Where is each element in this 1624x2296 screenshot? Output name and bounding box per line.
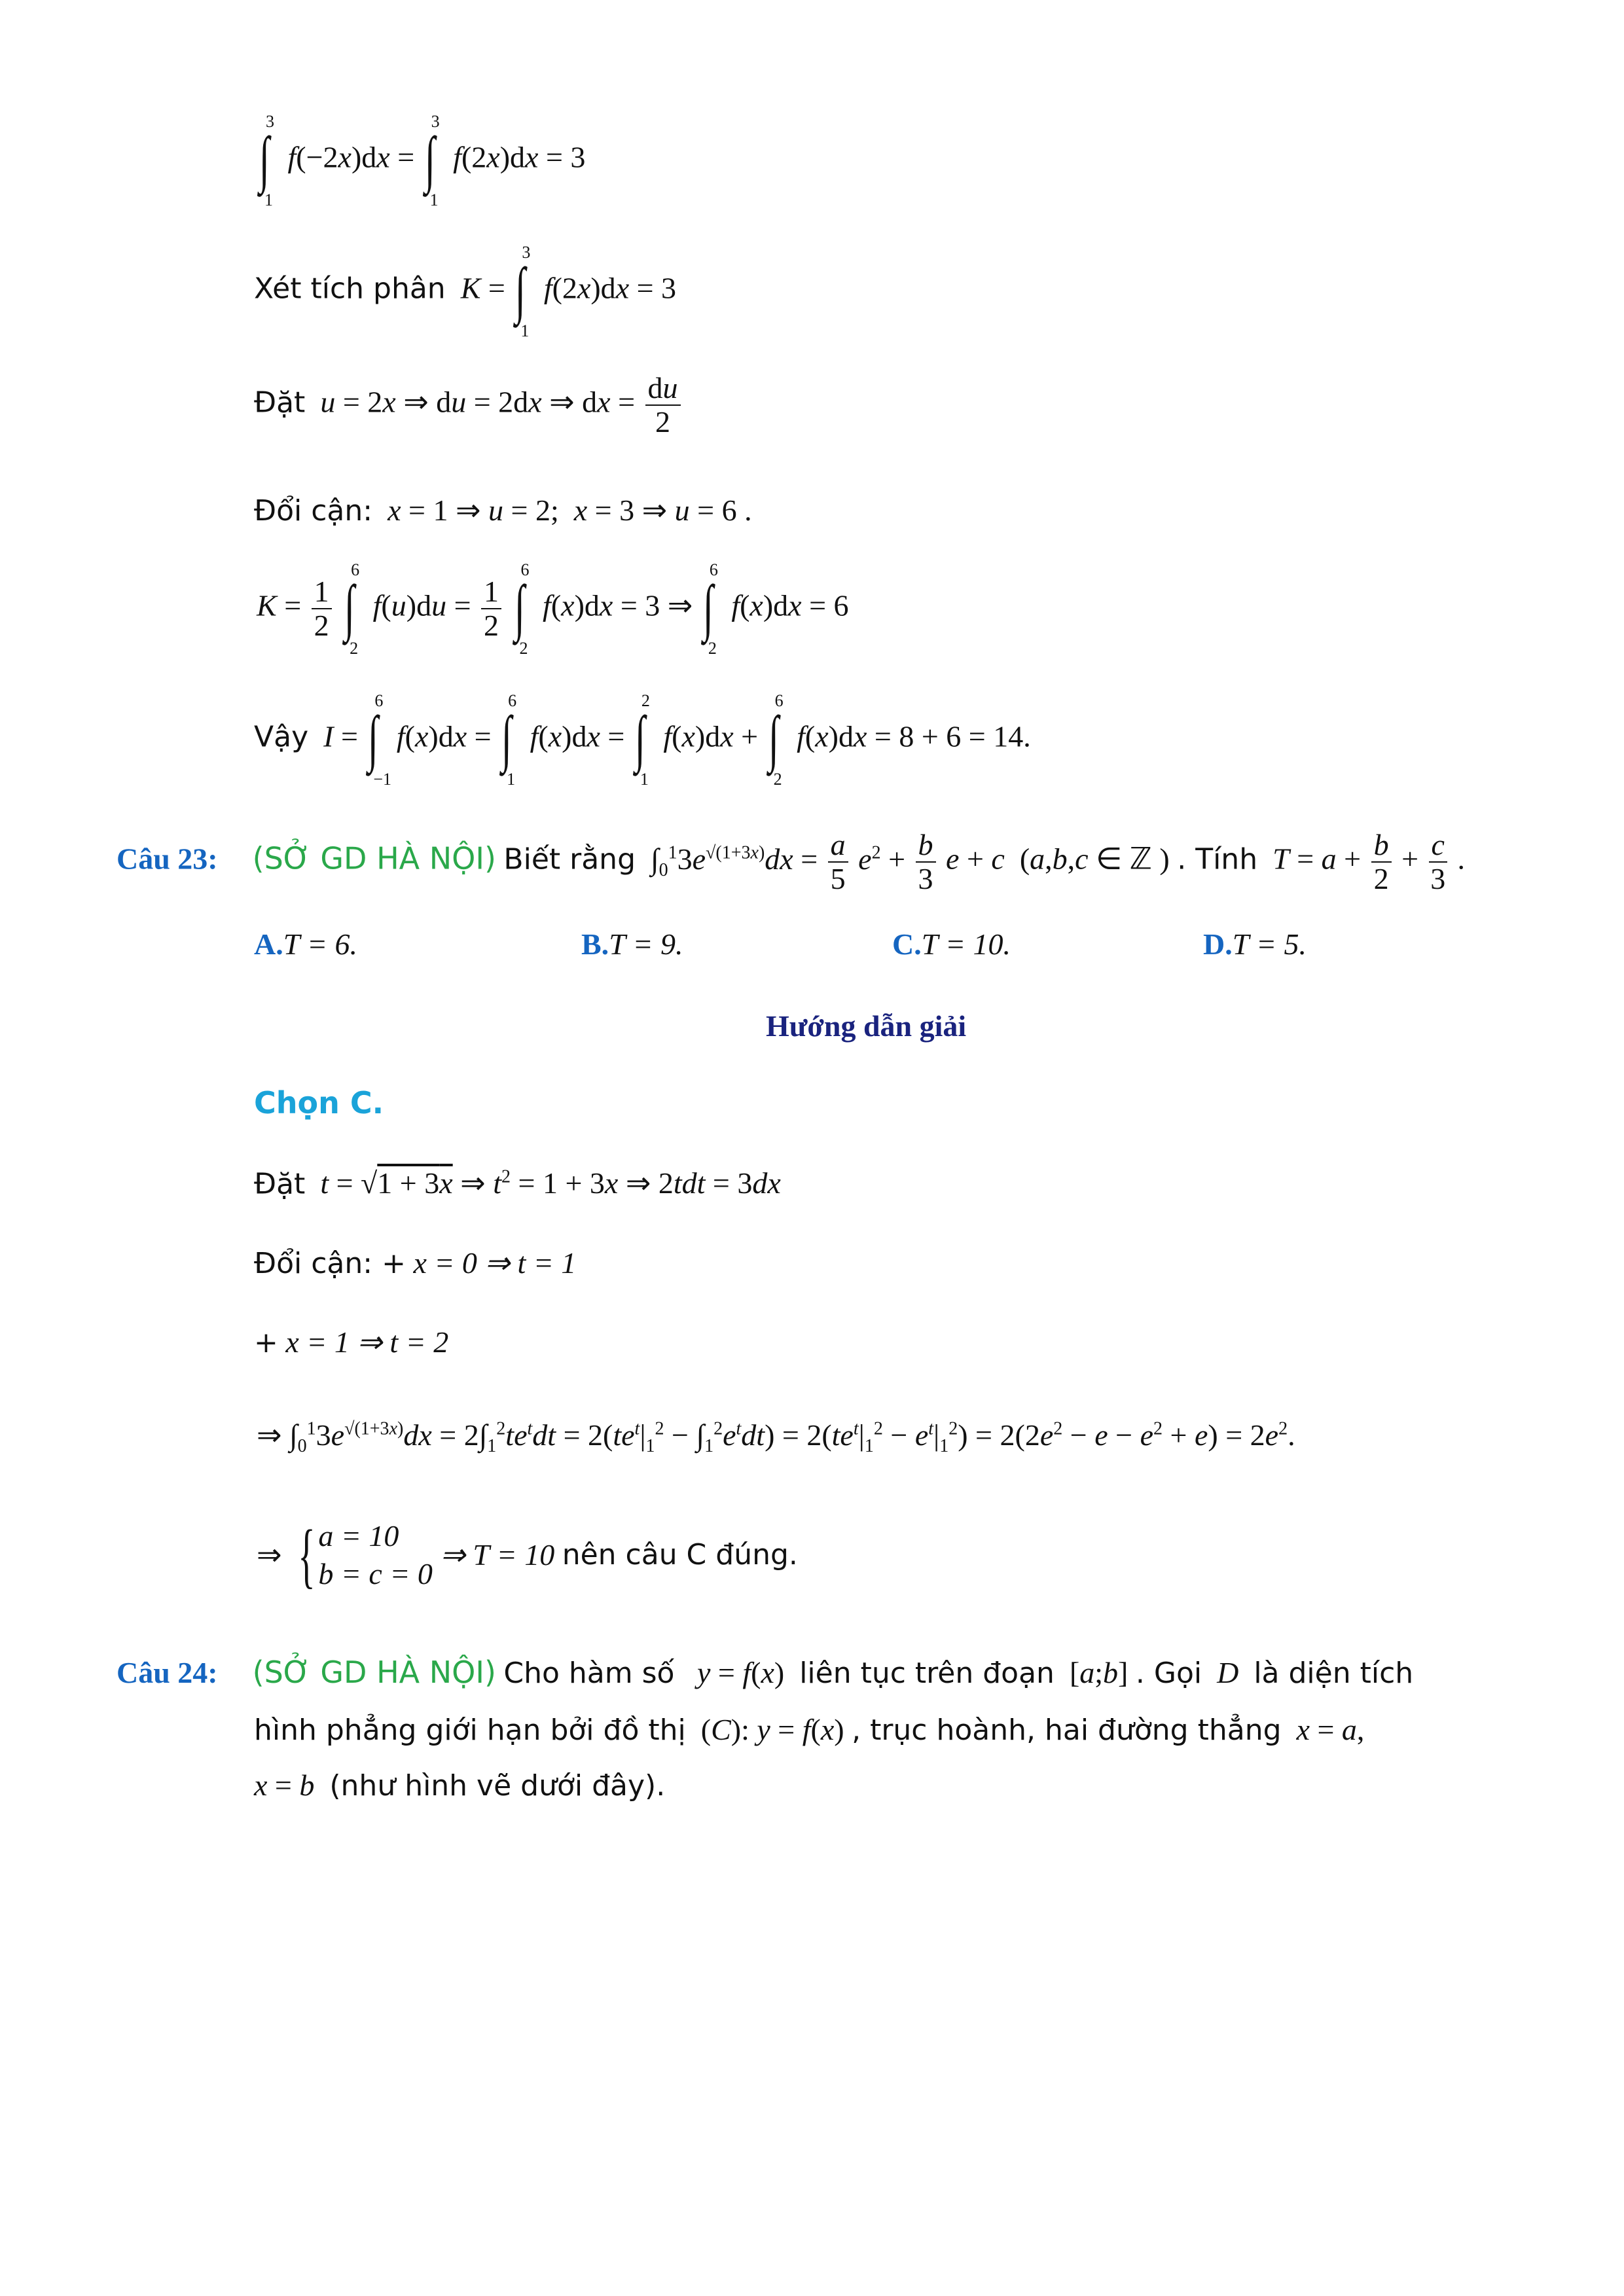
question-23-text1: Biết rằng	[503, 842, 636, 876]
question-23: Câu 23: (SỞ GD HÀ NỘI) Biết rằng $\int_0^13e^{√(1+3x)}dx$ = $\frac{a}{5}$ $e^2$ + $\frac{b}{3}$ e + c (a,b,c ∈ ℤ ) . Tính T = a + $\frac{b}{2}$ + $\frac{c}{3}$ .	[117, 828, 1465, 895]
question-24-label: Câu 24:	[117, 1656, 218, 1689]
line3-text: Đặt	[254, 386, 306, 420]
question-23-label: Câu 23:	[117, 842, 218, 876]
option-d[interactable]	[1203, 929, 1307, 960]
line6-text: Vậy	[254, 720, 309, 754]
q24-l2-a: hình phẳng giới hạn bởi đồ thị	[254, 1713, 686, 1747]
q24-l1-a: Cho hàm số	[503, 1657, 675, 1690]
option-a-letter: A.	[254, 927, 283, 961]
equation-line-3: Đặt u = 2x ⇒ du = 2dx ⇒ dx = $\frac{du}{2}$	[254, 373, 683, 437]
option-b-letter: B.	[581, 927, 609, 961]
question-24-line-1: Câu 24: (SỞ GD HÀ NỘI) Cho hàm số y = f(x) liên tục trên đoạn [a;b] . Gọi D là diện tích	[117, 1655, 1414, 1690]
step5-b: b = c = 0	[318, 1556, 433, 1590]
question-23-source: (SỞ GD HÀ NỘI)	[252, 840, 496, 876]
step5-math: ⇒ T = 10	[440, 1537, 555, 1571]
option-d-value: T = 5.	[1232, 927, 1307, 961]
line2-text: Xét tích phân	[254, 272, 446, 306]
q24-l2-b: , trục hoành, hai đường thẳng	[852, 1713, 1282, 1747]
equation-line-1: ∫ 3 1 f(−2x)dx = ∫ 3 1 f(2x)dx = 3	[259, 112, 586, 209]
step1-text: Đặt	[254, 1167, 306, 1201]
option-a-value: T = 6.	[283, 927, 358, 961]
answer-choice: Chọn C.	[254, 1085, 384, 1121]
option-c-value: T = 10.	[921, 927, 1011, 961]
q24-l3-b: (như hình vẽ dưới đây).	[329, 1769, 666, 1803]
solution-step-3	[254, 1327, 448, 1357]
solution-step-4: ⇒ $\int_0^13e^{√(1+3x)}dx = 2\int_1^2te^tdt = 2(te^t|_1^2 - \int_1^2e^tdt) = 2(te^t|_1^2 - e^t|_1^2) = 2(2e^2 - e - e^2 + e) = 2e^2$.	[257, 1418, 1295, 1457]
step5-text: nên câu C đúng.	[562, 1537, 798, 1571]
option-c-letter: C.	[892, 927, 922, 961]
question-24-source: (SỞ GD HÀ NỘI)	[252, 1655, 496, 1690]
solution-heading: Hướng dẫn giải	[766, 1009, 967, 1043]
step3-text: +	[254, 1326, 278, 1359]
step5-a: a = 10	[318, 1519, 399, 1552]
equation-line-2: Xét tích phân K = ∫ 3 1 f(2x)dx = 3	[254, 243, 677, 340]
question-24-line-2: hình phẳng giới hạn bởi đồ thị (C): y = f(x) , trục hoành, hai đường thẳng x = a,	[254, 1713, 1365, 1747]
step2-math: x = 0 ⇒ t = 1	[413, 1246, 577, 1280]
solution-step-2	[254, 1248, 576, 1278]
q24-l1-d: là diện tích	[1254, 1657, 1414, 1690]
option-c[interactable]	[892, 929, 1011, 960]
option-a[interactable]	[254, 929, 357, 960]
step3-math: x = 1 ⇒ t = 2	[285, 1325, 449, 1359]
equation-line-6: Vậy I = ∫ 6 −1 f(x)dx = ∫ 6 1 f(x)dx = ∫ 2 1 f(x)dx + ∫ 6 2 f(x)dx = 8 + 6 = 14.	[254, 691, 1031, 789]
step2-text: Đổi cận: +	[254, 1247, 406, 1280]
question-23-text2: . Tính	[1177, 842, 1258, 876]
option-d-letter: D.	[1203, 927, 1233, 961]
equation-line-5: K = $\frac{1}{2}$ ∫ 6 2 f(u)du = $\frac{1}{2}$ ∫ 6 2 f(x)dx = 3 ⇒ ∫ 6 2 f(x)dx = 6	[257, 560, 849, 658]
option-b-value: T = 9.	[609, 927, 683, 961]
q24-l1-b: liên tục trên đoạn	[799, 1657, 1055, 1690]
equation-line-4: Đổi cận: x = 1 ⇒ u = 2; x = 3 ⇒ u = 6 .	[254, 493, 752, 528]
q24-l1-c: . Gọi	[1135, 1657, 1202, 1690]
solution-step-5: ⇒ { a = 10 b = c = 0 ⇒ T = 10 nên câu C đúng.	[257, 1515, 798, 1595]
option-b[interactable]	[581, 929, 683, 960]
question-24-line-3: x = b (như hình vẽ dưới đây).	[254, 1768, 666, 1803]
line4-text: Đổi cận:	[254, 494, 373, 528]
solution-step-1: Đặt t = √1 + 3x ⇒ $t^2 = 1 + 3x$ ⇒ 2tdt = 3dx	[254, 1166, 781, 1201]
